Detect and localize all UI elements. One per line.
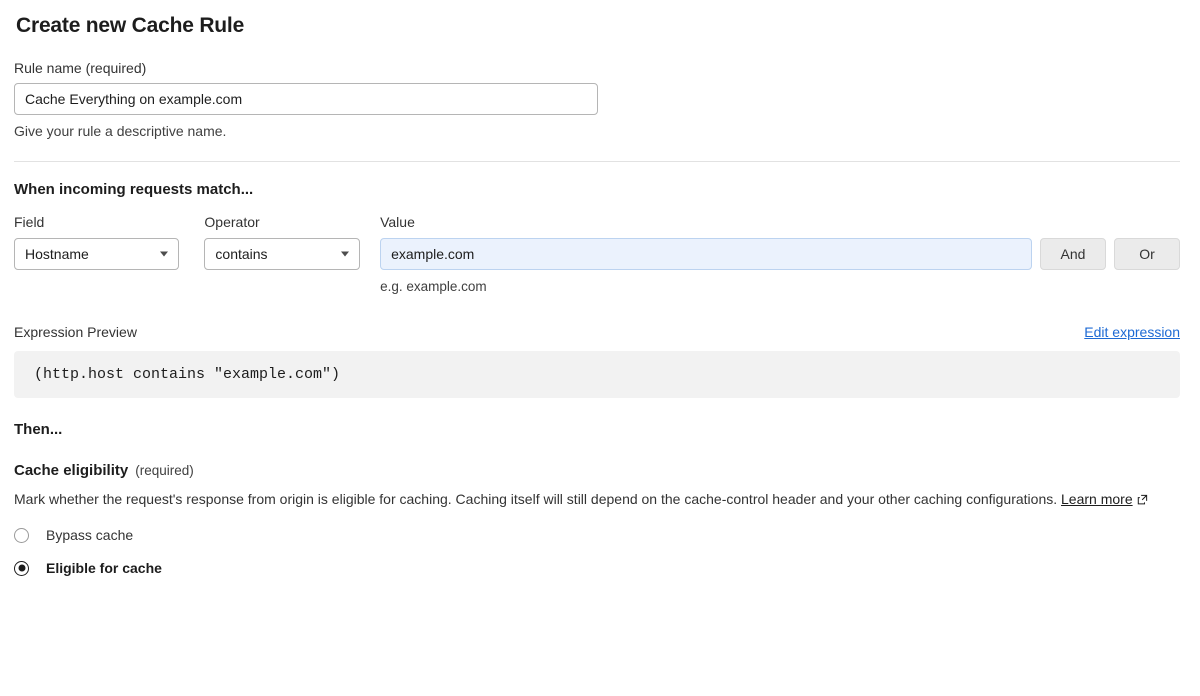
cache-eligibility-heading bbox=[14, 462, 1180, 479]
value-column-label: Value bbox=[380, 214, 415, 230]
section-divider bbox=[14, 161, 1180, 162]
radio-option-eligible-for-cache[interactable] bbox=[14, 560, 1180, 576]
rule-name-help: Give your rule a descriptive name. bbox=[14, 123, 227, 139]
operator-select[interactable] bbox=[204, 238, 360, 270]
cache-eligibility-title: Cache eligibility bbox=[14, 462, 129, 479]
operator-select-value: contains bbox=[215, 246, 268, 262]
chevron-down-icon bbox=[341, 252, 349, 257]
rule-name-label: Rule name (required) bbox=[14, 60, 147, 76]
value-input[interactable] bbox=[380, 238, 1032, 270]
expression-header bbox=[14, 324, 1180, 340]
field-column-label: Field bbox=[14, 214, 45, 230]
rule-name-group bbox=[14, 60, 1180, 139]
operator-column-label: Operator bbox=[204, 214, 260, 230]
and-button[interactable]: And bbox=[1040, 238, 1106, 270]
radio-option-bypass-cache[interactable] bbox=[14, 527, 1180, 543]
condition-buttons bbox=[1040, 238, 1180, 270]
chevron-down-icon bbox=[160, 252, 168, 257]
edit-expression-link[interactable]: Edit expression bbox=[1084, 324, 1180, 340]
learn-more-link[interactable]: Learn more bbox=[1061, 491, 1133, 507]
radio-icon-selected[interactable] bbox=[14, 561, 29, 576]
or-button[interactable]: Or bbox=[1114, 238, 1180, 270]
value-hint: e.g. example.com bbox=[380, 279, 487, 294]
page-title: Create new Cache Rule bbox=[16, 14, 245, 37]
operator-column bbox=[204, 214, 360, 270]
then-section-title: Then... bbox=[14, 421, 63, 438]
field-select-value: Hostname bbox=[25, 246, 89, 262]
radio-label-eligible-for-cache: Eligible for cache bbox=[46, 560, 162, 576]
cache-eligibility-description-text: Mark whether the request's response from origin is eligible for caching. Caching itself will still depend on the cache-control header and your other caching configurations. bbox=[14, 491, 1058, 507]
rule-name-input[interactable] bbox=[14, 83, 598, 115]
radio-icon[interactable] bbox=[14, 528, 29, 543]
radio-label-bypass-cache: Bypass cache bbox=[46, 527, 134, 543]
expression-preview-box: (http.host contains "example.com") bbox=[14, 351, 1180, 398]
expression-preview-label: Expression Preview bbox=[14, 324, 137, 340]
match-row bbox=[14, 214, 1180, 294]
cache-eligibility-description bbox=[14, 489, 1180, 510]
cache-eligibility-required: (required) bbox=[135, 463, 194, 478]
field-select[interactable] bbox=[14, 238, 179, 270]
field-column bbox=[14, 214, 179, 270]
value-column bbox=[380, 214, 1032, 294]
match-section-title: When incoming requests match... bbox=[14, 181, 254, 198]
external-link-icon bbox=[1137, 490, 1148, 510]
